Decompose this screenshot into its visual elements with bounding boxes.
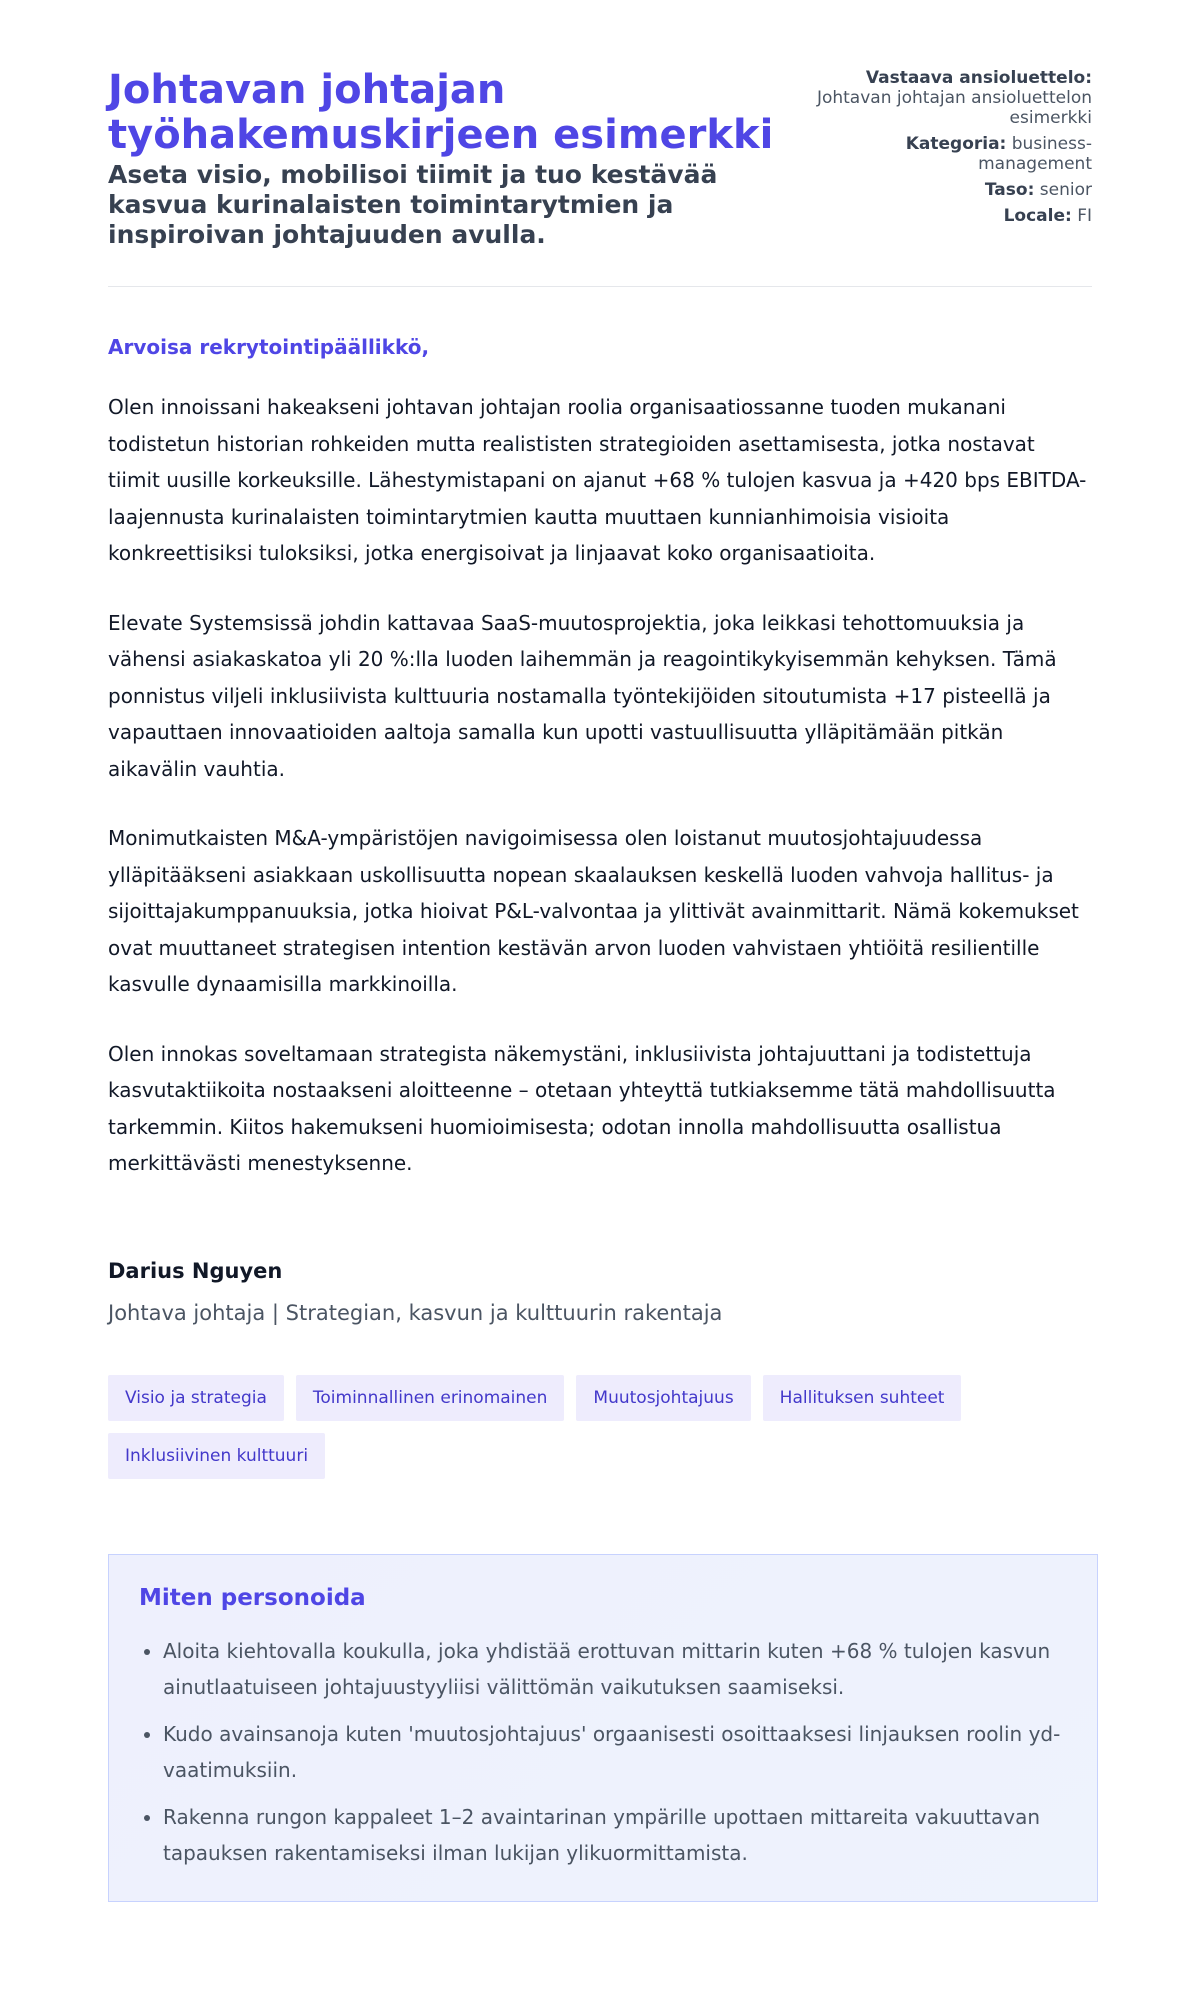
- meta-level-label: Taso:: [984, 180, 1035, 200]
- meta-resume-label: Vastaava ansioluettelo:: [865, 68, 1092, 88]
- skill-tags: [108, 1375, 1098, 1479]
- letter-paragraph: Monimutkaisten M&A-ympäristöjen navigoimisessa olen loistanut muutosjohtajuudessa ylläpitääkseni asiakkaan uskollisuutta nopean skaalauksen keskellä luoden vahvoja hallitus- ja sijoittajakumppanuuksia, jotka hioivat P&L-valvontaa ja ylittivät avainmittarit. Nämä kokemukset ovat muuttaneet strategisen intention kestävän arvon luoden vahvistaen yhtiöitä resilientille kasvulle dynaamisilla markkinoilla.: [108, 826, 1079, 996]
- skill-tag: Inklusiivinen kulttuuri: [108, 1433, 325, 1479]
- meta-level: [812, 180, 1092, 200]
- skill-tag: Muutosjohtajuus: [576, 1375, 750, 1421]
- tip-item: • Rakenna rungon kappaleet 1–2 avaintarinan ympärille upottaen mittareita vakuuttavan tapauksen rakentamiseksi ilman lukijan ylikuormittamista.: [163, 1799, 1069, 1871]
- meta-category: [812, 134, 1092, 174]
- meta-locale: [812, 206, 1092, 226]
- meta-locale-value: FI: [1077, 206, 1092, 226]
- letter-greeting: Arvoisa rekrytointipäällikkö,: [108, 335, 430, 359]
- signature-name: Darius Nguyen: [108, 1258, 283, 1283]
- skill-tag: Visio ja strategia: [108, 1375, 284, 1421]
- letter-paragraph: Elevate Systemsissä johdin kattavaa SaaS-muutosprojektia, joka leikkasi tehottomuuksia ja vähensi asiakaskatoa yli 20 %:lla luoden laihemmän ja reagointikykyisemmän kehyksen. Tämä ponnistus viljeli inklusiivista kulttuuria nostamalla työntekijöiden sitoutumista +17 pisteellä ja vapauttaen innovaatioiden aaltoja samalla kun upotti vastuullisuutta ylläpitämään pitkän aikavälin vauhtia.: [108, 610, 1057, 781]
- personalization-tips-box: [108, 1554, 1098, 1902]
- letter-paragraph: Olen innokas soveltamaan strategista näkemystäni, inklusiivista johtajuuttani ja todistettuja kasvutaktiikoita nostaakseni aloitteenne – otetaan yhteyttä tutkiaksemme tätä mahdollisuutta tarkemmin. Kiitos hakemukseni huomioimisesta; odotan innolla mahdollisuutta osallistua merkittävästi menestyksenne.: [108, 1041, 1056, 1175]
- meta-resume-value: Johtavan johtajan ansioluettelon esimerkki: [816, 88, 1092, 128]
- meta-category-label: Kategoria:: [905, 134, 1007, 154]
- header-divider: [108, 286, 1092, 287]
- tip-item: • Aloita kiehtovalla koukulla, joka yhdistää erottuvan mittarin kuten +68 % tulojen kasvun ainutlaatuiseen johtajuustyyliisi välittömän vaikutuksen saamiseksi.: [163, 1633, 1069, 1705]
- skill-tag: Hallituksen suhteet: [763, 1375, 962, 1421]
- meta-category-value: business-management: [978, 134, 1092, 174]
- skill-tag: Toiminnallinen erinomainen: [296, 1375, 565, 1421]
- tips-list: [139, 1633, 1069, 1871]
- tip-item: • Kudo avainsanoja kuten 'muutosjohtajuus' orgaanisesti osoittaaksesi linjauksen roolin yd-vaatimuksiin.: [163, 1716, 1069, 1788]
- page-subtitle: Aseta visio, mobilisoi tiimit ja tuo kestävää kasvua kurinalaisten toimintarytmien ja inspiroivan johtajuuden avulla.: [108, 160, 718, 249]
- meta-resume: [812, 68, 1092, 128]
- meta-level-value: senior: [1039, 180, 1092, 200]
- page-title: Johtavan johtajan työhakemuskirjeen esimerkki: [108, 67, 774, 158]
- letter-paragraph: Olen innoissani hakeakseni johtavan johtajan roolia organisaatiossanne tuoden mukanani todistetun historian rohkeiden mutta realististen strategioiden asettamisesta, jotka nostavat tiimit uusille korkeuksille. Lähestymistapani on ajanut +68 % tulojen kasvua ja +420 bps EBITDA-laajennusta kurinalaisten toimintarytmien kautta muuttaen kunnianhimoisia visioita konkreettisiksi tuloksiksi, jotka energisoivat ja linjaavat koko organisaatioita.: [108, 395, 1087, 565]
- meta-locale-label: Locale:: [1003, 206, 1072, 226]
- header: [108, 68, 1092, 250]
- meta-panel: [812, 68, 1092, 232]
- signature-title: Johtava johtaja | Strategian, kasvun ja kulttuurin rakentaja: [108, 1300, 723, 1325]
- title-block: [108, 68, 808, 250]
- tips-title: Miten personoida: [139, 1584, 366, 1611]
